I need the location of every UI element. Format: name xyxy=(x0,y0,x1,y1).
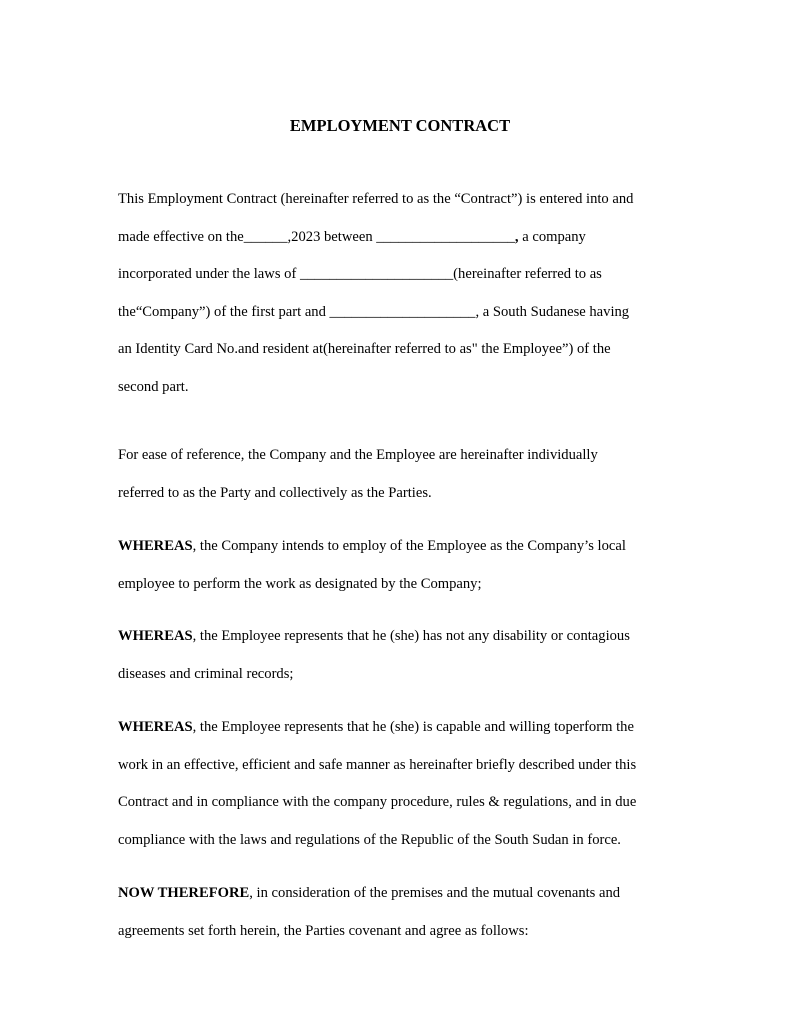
text-line: an Identity Card No.and resident at(hereinafter referred to as" the Employee”) of the xyxy=(118,341,611,357)
text-line: employee to perform the work as designated by the Company; xyxy=(118,575,482,592)
text-segment: , the Employee represents that he (she) has not any disability or contagious xyxy=(192,628,630,644)
text-line: second part. xyxy=(118,378,189,395)
paragraph-whereas-3 xyxy=(118,709,708,859)
text-line: referred to as the Party and collectively as the Parties. xyxy=(118,484,432,501)
text-line xyxy=(118,528,708,566)
whereas-lead: WHEREAS xyxy=(118,628,193,644)
text-line xyxy=(118,709,708,747)
bold-comma: , xyxy=(514,228,519,245)
text-line: For ease of reference, the Company and the Employee are hereinafter individually xyxy=(118,447,598,463)
text-segment: , the Company intends to employ of the Employee as the Company’s local xyxy=(192,538,626,554)
text-line xyxy=(118,219,708,257)
text-segment: , the Employee represents that he (she) is capable and willing toperform the xyxy=(192,719,634,735)
paragraph-parties xyxy=(118,181,708,406)
text-line: diseases and criminal records; xyxy=(118,665,294,682)
text-line: This Employment Contract (hereinafter referred to as the “Contract”) is entered into and xyxy=(118,191,634,207)
now-therefore-lead: NOW THEREFORE xyxy=(118,885,250,901)
text-line: work in an effective, efficient and safe manner as hereinafter briefly described under this xyxy=(118,756,637,773)
paragraph-whereas-1 xyxy=(118,528,708,603)
paragraph-now-therefore xyxy=(118,875,708,950)
text-line: agreements set forth herein, the Parties covenant and agree as follows: xyxy=(118,922,529,939)
text-line: compliance with the laws and regulations of the Republic of the South Sudan in force. xyxy=(118,831,621,848)
document-title: EMPLOYMENT CONTRACT xyxy=(289,116,511,135)
whereas-lead: WHEREAS xyxy=(118,538,193,554)
text-line xyxy=(118,875,708,913)
whereas-lead: WHEREAS xyxy=(118,719,193,735)
text-line xyxy=(118,618,708,656)
text-line: the“Company”) of the first part and ____________________, a South Sudanese having xyxy=(118,303,630,320)
text-segment: made effective on the______,2023 between ___________________ xyxy=(118,228,515,245)
paragraph-reference xyxy=(118,437,708,512)
text-segment: a company xyxy=(518,228,586,245)
paragraph-whereas-2 xyxy=(118,618,708,693)
text-line: Contract and in compliance with the company procedure, rules & regulations, and in due xyxy=(118,794,637,810)
text-segment: , in consideration of the premises and the mutual covenants and xyxy=(249,885,621,901)
text-line: incorporated under the laws of _____________________(hereinafter referred to as xyxy=(118,266,602,282)
